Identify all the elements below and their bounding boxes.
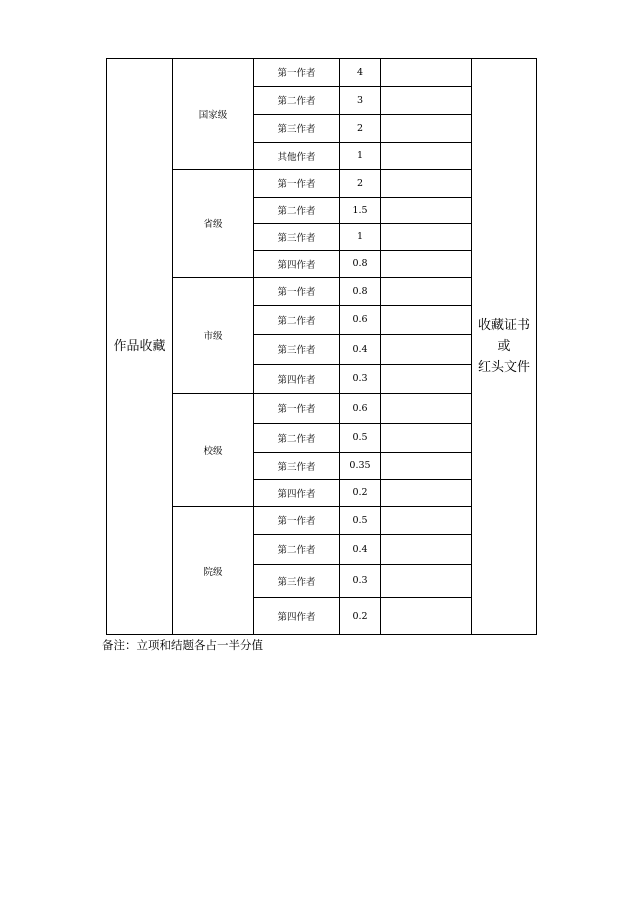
author-role-cell: 第二作者: [277, 315, 316, 327]
blank-cell: [381, 223, 471, 250]
author-role-cell: 第一作者: [277, 179, 316, 190]
blank-cell: [381, 423, 471, 452]
level-cell: [173, 58, 253, 169]
score-cell: 0.3: [352, 575, 368, 586]
score-table: [106, 58, 537, 635]
author-role-cell: 第一作者: [277, 404, 316, 415]
score-cell: 4: [356, 66, 364, 78]
author-role-cell: 第三作者: [277, 345, 316, 356]
author-role-cell: 第三作者: [277, 461, 316, 473]
evidence-line-2: 或: [497, 339, 511, 354]
author-role-cell: 其他作者: [277, 151, 316, 163]
score-cell: 1: [356, 150, 364, 161]
score-cell: 0.2: [352, 610, 368, 622]
author-role-cell: 第四作者: [277, 488, 316, 500]
score-cell: 0.5: [352, 514, 368, 526]
score-cell: 0.5: [352, 432, 368, 443]
author-role-cell: 第一作者: [277, 287, 316, 298]
blank-cell: [381, 250, 471, 277]
blank-cell: [381, 506, 471, 534]
score-cell: 0.2: [352, 487, 368, 498]
footnote: 备注：立项和结题各占一半分值: [102, 638, 263, 652]
blank-cell: [381, 393, 471, 423]
blank-cell: [381, 534, 471, 564]
column-divider: [471, 58, 472, 635]
score-cell: 1: [356, 231, 364, 242]
score-cell: 0.6: [352, 402, 368, 414]
table-border-right: [536, 58, 537, 635]
author-role-cell: 第一作者: [277, 68, 316, 79]
score-cell: 0.3: [352, 373, 368, 384]
blank-cell: [381, 597, 471, 635]
blank-cell: [381, 277, 471, 305]
blank-cell: [381, 86, 471, 114]
author-role-cell: 第二作者: [277, 206, 316, 217]
author-role-cell: 第一作者: [277, 516, 316, 527]
blank-cell: [381, 197, 471, 223]
score-cell: 0.35: [349, 460, 371, 471]
blank-cell: [381, 114, 471, 142]
level-cell: [173, 506, 253, 635]
author-role-cell: 第四作者: [277, 374, 316, 386]
level-label: 省级: [203, 219, 223, 230]
score-cell: 0.8: [352, 258, 368, 269]
score-cell: 2: [356, 177, 364, 189]
blank-cell: [381, 334, 471, 364]
blank-cell: [381, 364, 471, 393]
score-cell: 0.6: [352, 314, 368, 325]
blank-cell: [381, 452, 471, 479]
level-label: 校级: [203, 445, 223, 457]
blank-cell: [381, 142, 471, 169]
evidence-cell: [471, 58, 537, 635]
score-cell: 0.4: [352, 543, 368, 555]
author-role-cell: 第三作者: [277, 232, 316, 244]
author-role-cell: 第二作者: [277, 545, 316, 556]
evidence-line-3: 红头文件: [477, 360, 530, 375]
blank-cell: [381, 58, 471, 86]
level-label: 院级: [203, 566, 223, 578]
level-cell: [173, 277, 253, 393]
category-cell: [107, 58, 172, 635]
score-cell: 1.5: [352, 204, 368, 216]
author-role-cell: 第三作者: [277, 576, 316, 588]
level-cell: [173, 169, 253, 277]
score-cell: 0.4: [352, 343, 368, 355]
blank-cell: [381, 169, 471, 197]
author-role-cell: 第四作者: [277, 612, 316, 623]
level-label: 市级: [203, 331, 223, 342]
author-role-cell: 第三作者: [277, 124, 316, 135]
category-label: 作品收藏: [113, 339, 166, 354]
score-cell: 2: [356, 122, 364, 134]
blank-cell: [381, 305, 471, 334]
author-role-cell: 第二作者: [277, 96, 316, 107]
evidence-line-1: 收藏证书: [477, 318, 530, 333]
author-role-cell: 第四作者: [277, 259, 316, 271]
blank-cell: [381, 479, 471, 506]
table-border-left: [106, 58, 107, 635]
score-cell: 0.8: [352, 285, 368, 297]
author-role-cell: 第二作者: [277, 433, 316, 445]
score-cell: 3: [356, 94, 364, 106]
level-label: 国家级: [198, 109, 228, 121]
blank-cell: [381, 564, 471, 597]
level-cell: [173, 393, 253, 506]
